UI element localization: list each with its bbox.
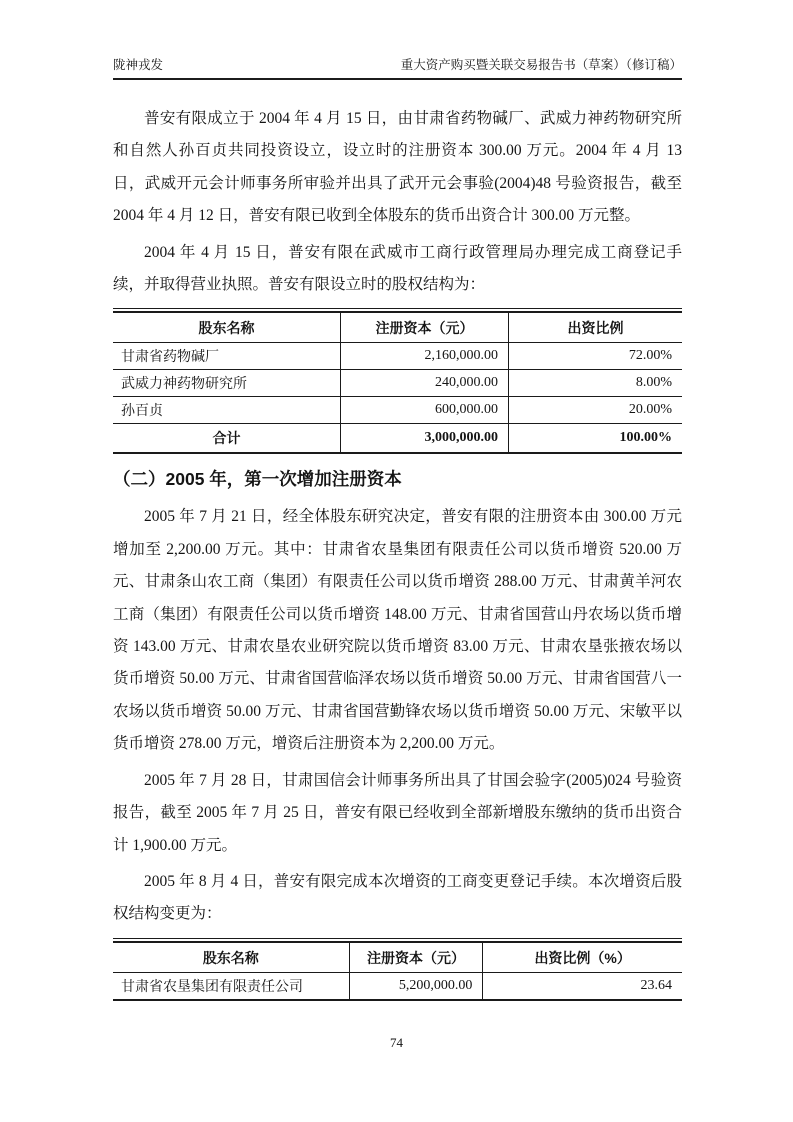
- registered-capital-cell: 600,000.00: [341, 397, 509, 424]
- ratio-cell: 72.00%: [508, 343, 682, 370]
- paragraph-capital-increase: 2005 年 7 月 21 日，经全体股东研究决定，普安有限的注册资本由 300.00 万元增加至 2,200.00 万元。其中：甘肃省农垦集团有限责任公司以货币增资 520.00 万元、甘肃条山农工商（集团）有限责任公司以货币增资 288.00 万元、甘肃黄羊河农工商（集团）有限责任公司以货币增资 148.00 万元、甘肃省国营山丹农场以货币增资 143.00 万元、甘肃农垦农业研究院以货币增资 83.00 万元、甘肃农垦张掖农场以货币增资 50.00 万元、甘肃省国营临泽农场以货币增资 50.00 万元、甘肃省国营八一农场以货币增资 50.00 万元、甘肃省国营勤锋农场以货币增资 50.00 万元、宋敏平以货币增资 278.00 万元，增资后注册资本为 2,200.00 万元。: [113, 508, 682, 753]
- table-header-row: [113, 312, 682, 343]
- doc-full-title: 重大资产购买暨关联交易报告书（草案）（修订稿）: [400, 58, 682, 72]
- table-row: [113, 972, 682, 1000]
- registered-capital-cell: 5,200,000.00: [349, 972, 483, 1000]
- paragraph-establishment: 普安有限成立于 2004 年 4 月 15 日，由甘肃省药物碱厂、武威力神药物研究所和自然人孙百贞共同投资设立，设立时的注册资本 300.00 万元。2004 年 4 月 13 日，武威开元会计师事务所审验并出具了武开元会事验(2004)48 号验资报告，截至 2004 年 4 月 12 日，普安有限已收到全体股东的货币出资合计 300.00 万元整。: [113, 110, 682, 225]
- total-label-cell: 合计: [212, 430, 241, 447]
- doc-short-title: 陇神戎发: [113, 58, 164, 72]
- shareholder-name-cell: 甘肃省药物碱厂: [113, 343, 341, 370]
- shareholder-name-cell: 武威力神药物研究所: [113, 370, 341, 397]
- ratio-cell: 20.00%: [508, 397, 682, 424]
- table-header-cell: 注册资本（元）: [341, 312, 509, 343]
- table-row: [113, 343, 682, 370]
- table-total-row: [113, 424, 682, 454]
- post-increase-equity-table: [113, 938, 682, 1001]
- initial-equity-table: [113, 308, 682, 454]
- page-footer: [0, 1035, 793, 1051]
- table-header-cell: 出资比例: [508, 312, 682, 343]
- registered-capital-cell: 2,160,000.00: [341, 343, 509, 370]
- ratio-cell: 8.00%: [508, 370, 682, 397]
- page-header: [113, 0, 682, 80]
- table-header-row: [113, 942, 682, 973]
- table-header-cell: 股东名称: [113, 942, 349, 973]
- total-capital-cell: 3,000,000.00: [341, 424, 509, 454]
- table-row: [113, 397, 682, 424]
- paragraph-registration: 2004 年 4 月 15 日，普安有限在武威市工商行政管理局办理完成工商登记手续，并取得营业执照。普安有限设立时的股权结构为：: [113, 243, 682, 294]
- table-row: [113, 370, 682, 397]
- table-header-cell: 股东名称: [113, 312, 341, 343]
- paragraph-change-registration: 2005 年 8 月 4 日，普安有限完成本次增资的工商变更登记手续。本次增资后股权结构变更为：: [113, 872, 682, 923]
- table-header-cell: 出资比例（%）: [483, 942, 682, 973]
- ratio-cell: 23.64: [483, 972, 682, 1000]
- total-ratio-cell: 100.00%: [508, 424, 682, 454]
- registered-capital-cell: 240,000.00: [341, 370, 509, 397]
- page-number: 74: [390, 1035, 403, 1050]
- paragraph-verification: 2005 年 7 月 28 日，甘肃国信会计师事务所出具了甘国会验字(2005)024 号验资报告，截至 2005 年 7 月 25 日，普安有限已经收到全部新增股东缴纳的货币出资合计 1,900.00 万元。: [113, 771, 682, 854]
- shareholder-name-cell: 孙百贞: [113, 397, 341, 424]
- document-content: [0, 103, 793, 1001]
- shareholder-name-cell: 甘肃省农垦集团有限责任公司: [121, 979, 303, 995]
- section-heading: （二）2005 年，第一次增加注册资本: [113, 469, 402, 490]
- table-header-cell: 注册资本（元）: [349, 942, 483, 973]
